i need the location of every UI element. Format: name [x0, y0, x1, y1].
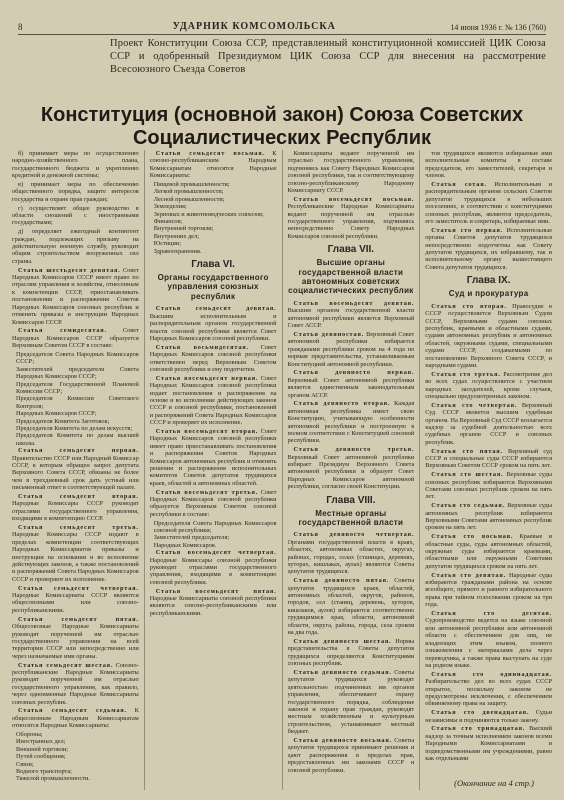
- article-heading: Статья семьдесят вторая.: [18, 493, 139, 501]
- article-100: [425, 181, 552, 225]
- article-106: [425, 471, 552, 501]
- article-text: Советы депутатов трудящихся краев, областей, автономных областей, округов, районов, городов, сел (станиц, деревень, хуторов, кишлаков, аулов) избираются соответственно трудящимися края, области, автономной области, округа, района, города, села сроком на два года.: [287, 577, 415, 637]
- article-heading: Статья восемьдесят девятая.: [293, 299, 415, 307]
- article-71: [12, 447, 139, 491]
- article-text: Разбирательство дел во всех судах СССР открытое, поскольку законом не предусмотрены исключения, с обеспечением обвиняемому права на защиту.: [425, 678, 552, 708]
- article-heading: Статья сотая.: [431, 181, 487, 189]
- list-item: Лесной промышленности;: [153, 195, 225, 203]
- article-heading: Статья семьдесят девятая.: [155, 305, 277, 313]
- article-text: Органами государственной власти в краях, областях, автономных областях, округах, районах, городах, селах (станицах, деревнях, хуторах, кишлаках, аулах) являются Советы депутатов трудящихся.: [287, 538, 415, 576]
- title-line-2: Социалистических Республик: [132, 127, 432, 149]
- article-heading: Статья девяносто шестая.: [293, 637, 392, 645]
- article-text: Совет Народных Комиссаров союзной республики имеет право приостанавливать постановления и распоряжения Советов Народных Комиссаров автономных республик и отменять решения и распоряжения исполнительных комитетов Советов депутатов трудящихся краев, областей и автономных областей.: [149, 427, 277, 487]
- article-105: [425, 448, 552, 470]
- column-3: [288, 150, 415, 790]
- list-item: Народных Комиссаров СССР;: [16, 410, 97, 418]
- article-72: [12, 493, 139, 523]
- article-90: [288, 331, 415, 368]
- article-text: Исполнительные органы Советов депутатов трудящихся непосредственно подотчетны как Совету депутатов трудящихся, их избравшему, так и исполнительному органу вышестоящего Совета депутатов трудящихся.: [425, 226, 552, 271]
- article-text: Краевые и областные суды, суды автономных областей, окружные суды избираются краевыми, областными или окружными Советами депутатов трудящихся сроком на пять лет.: [425, 533, 552, 570]
- article-heading: Статья девяносто четвертая.: [293, 531, 415, 539]
- list-item: Заместителей председателя Совета Народных Комиссаров СССР;: [16, 365, 139, 381]
- article-text: Рассмотрение дел во всех судах осуществляется с участием народных заседателей, кроме случаев, специально предусмотренных законом.: [425, 370, 552, 400]
- list-item: Юстиции;: [153, 240, 181, 248]
- list-item: Председателя Совета Народных Комиссаров союзной республики;: [153, 519, 277, 535]
- article-92: [288, 400, 415, 444]
- article-text: Советы депутатов трудящихся принимают решения и дают распоряжения в пределах прав, предоставленных им законами СССР и союзной республики.: [287, 736, 415, 774]
- list-item: Связи;: [16, 760, 34, 768]
- list-item: Внешней торговли;: [16, 745, 69, 753]
- chapter-subtitle: Органы государственного управления союзных республик: [157, 273, 269, 301]
- title-line-1: Конституция (основной закон) Союза Советских: [40, 104, 524, 126]
- article-69: [12, 267, 139, 326]
- article-heading: Статья девяносто седьмая.: [293, 668, 392, 676]
- article-text: Советы депутатов трудящихся руководят деятельностью подчиненных им органов управления, обеспечивают охрану государственного порядка, соблюдение законов и охрану прав граждан, руководят местным хозяйственным и культурным строительством, устанавливают местный бюджет.: [287, 668, 415, 736]
- list-item: Легкой промышленности;: [153, 188, 224, 196]
- chapter-title: Глава VII.: [327, 244, 375, 256]
- paragraph: б) принимает меры по осуществлению народно-хозяйственного плана, государственного бюджета и укреплению кредитной и денежной системы;: [12, 150, 139, 180]
- article-98: [288, 737, 415, 774]
- article-text: Высшим органом государственной власти автономной республики является Верховный Совет АССР.: [287, 307, 415, 330]
- article-heading: Статья девяносто пятая.: [293, 577, 390, 585]
- article-101: [425, 227, 552, 271]
- article-97: [288, 669, 415, 736]
- chapter-subtitle: Высшие органы государственной власти автономных советских социалистических республик: [288, 258, 414, 296]
- article-heading: Статья девяностая.: [293, 330, 365, 338]
- article-94: [288, 531, 415, 575]
- article-text: Верховный Совет автономной республики избирает Президиум Верховного Совета автономной республики и образует Совет Народных Комиссаров автономной республики, согласно своей Конституции.: [287, 453, 415, 491]
- article-heading: Статья семидесятая.: [18, 327, 107, 335]
- article-heading: Статья девяносто первая.: [293, 369, 415, 377]
- list-item: Зерновых и животноводческих совхозов;: [153, 210, 264, 218]
- chapter-title: Глава IX.: [466, 275, 511, 287]
- preface: Проект Конституции Союза ССР, представленный конституционной комиссией ЦИК Союза ССР и одобренный Президиумом ЦИК Союза ССР для внесения на рассмотрение Всесоюзного Съезда Советов: [110, 38, 546, 75]
- article-95: [288, 577, 415, 636]
- page-number: 8: [18, 22, 23, 32]
- list-item: Председателя Комитета по делам высшей школы.: [16, 432, 139, 447]
- article-heading: Статья девяносто третья.: [293, 446, 415, 454]
- article-heading: Статья девяносто восьмая.: [293, 736, 392, 744]
- masthead: [18, 14, 546, 35]
- article-text: Правительство СССР или Народный Комиссар СССР, к которым обращен запрос депутата Верховного Совета СССР, обязаны не более чем в трехдневный срок дать устный или письменный ответ в соответствующей палате.: [12, 454, 139, 492]
- article-77: [12, 707, 139, 729]
- article-text: Верховный Суд СССР является высшим судебным органом. На Верховный Суд СССР возлагается надзор за судебной деятельностью всех судебных органов СССР и союзных республик.: [425, 401, 552, 446]
- article-heading: Статья семьдесят четвертая.: [18, 584, 139, 592]
- article-text: Народные суды избираются гражданами района на основе всеобщего, прямого и равного избирательного права при тайном голосовании сроком на три года.: [425, 571, 552, 609]
- chapter-title: Глава VI.: [191, 259, 235, 271]
- article-text: Верховный Совет автономной республики является единственным законодательным органом АССР.: [287, 376, 415, 399]
- article-text: Правосудие в СССР осуществляется Верховным Судом СССР, Верховными судами союзных республик, краевыми и областными судами, судами автономных республик и автономных областей, окружными судами, специальными судами СССР, создаваемыми по постановлению Верховного Совета СССР, и народными судами.: [425, 302, 552, 369]
- paragraph: д) определяет ежегодный контингент граждан, подлежащих призыву на действительную военную службу, руководит общим строительством вооруженных сил страны.: [12, 228, 139, 265]
- list-item: Земледелия;: [153, 203, 187, 211]
- article-heading: Статья сто восьмая.: [431, 533, 514, 541]
- article-heading: Статья сто четвертая.: [431, 401, 518, 409]
- article-text: Республиканские Народные Комиссариаты ведают порученной им отраслью государственного управления, подчиняясь непосредственно Совету Народных Комиссаров союзной республики.: [287, 203, 415, 240]
- column-4: [425, 150, 552, 790]
- column-divider: [144, 150, 145, 790]
- article-columns: [12, 150, 552, 790]
- article-78: [150, 150, 277, 180]
- article-76: [12, 662, 139, 706]
- page-title: [14, 104, 550, 150]
- list-item: Председателя Комитета Заготовок;: [16, 417, 110, 425]
- article-84: [150, 549, 277, 586]
- list-item: Председателя Совета Народных Комиссаров СССР;: [16, 350, 139, 366]
- paragraph: г) осуществляет общее руководство в области сношений с иностранными государствами;: [12, 204, 139, 227]
- article-text: Народные Комиссары СССР руководят отраслями государственного управления, входящими в компетенцию СССР.: [12, 500, 139, 523]
- article-107: [425, 502, 552, 532]
- article-heading: Статья семьдесят восьмая.: [155, 150, 265, 157]
- article-heading: Статья восемьдесят первая.: [155, 374, 259, 382]
- article-91: [288, 369, 415, 399]
- article-88: [288, 196, 415, 240]
- article-heading: Статья восемьдесят вторая.: [155, 427, 259, 435]
- article-heading: Статья сто двенадцатая.: [431, 709, 530, 717]
- article-112: [425, 709, 552, 724]
- article-heading: Статья сто пятая.: [431, 447, 503, 455]
- continued-note: (Окончание на 4 стр.): [454, 778, 534, 788]
- article-75: [12, 616, 139, 660]
- article-text: Высший надзор за точным исполнением законов всеми Народными Комиссариатами и подведомственными им учреждениями, равно как отдельными: [425, 725, 552, 762]
- article-109: [425, 572, 552, 609]
- article-heading: Статья семьдесят первая.: [18, 447, 139, 455]
- article-text: Общесоюзные Народные Комиссариаты руководят порученной им отраслью государственного управления на всей территории СССР или непосредственно или через назначаемые ими органы.: [12, 623, 139, 660]
- article-text: Верховный суд СССР и специальные суды СССР избираются Верховным Советом СССР сроком на пять лет.: [425, 447, 552, 470]
- article-104: [425, 402, 552, 446]
- article-heading: Статья восемьдесят пятая.: [155, 587, 277, 595]
- article-103: [425, 371, 552, 401]
- list-item: Тяжелой промышленности.: [16, 775, 90, 783]
- article-text: Высшим исполнительным и распорядительным органом государственной власти союзной республики является Совет Народных Комиссаров союзной республики.: [149, 312, 277, 342]
- article-heading: Статья восемьдесят восьмая.: [293, 195, 415, 203]
- chapter-title: Глава VIII.: [326, 494, 376, 506]
- article-heading: Статья семьдесят шестая.: [18, 661, 114, 669]
- newspaper-name: УДАРНИК КОМСОМОЛЬСКА: [172, 21, 336, 32]
- article-text: К общесоюзным Народным Комиссариатам относятся Народные Комиссариаты:: [12, 707, 139, 730]
- article-heading: Статья сто шестая.: [431, 471, 504, 479]
- list-item: Пищевой промышленности;: [153, 181, 230, 189]
- article-82: [150, 428, 277, 487]
- article-heading: Статья семьдесят пятая.: [18, 615, 139, 623]
- article-heading: Статья восемьдесят четвертая.: [155, 549, 277, 557]
- article-111: [425, 671, 552, 708]
- article-74: [12, 585, 139, 615]
- article-108: [425, 533, 552, 570]
- column-2: [150, 150, 277, 790]
- article-text: Народные Комиссариаты СССР являются общесоюзными или союзно-республиканскими.: [12, 592, 139, 614]
- chapter-subtitle: Суд и прокуратура: [448, 289, 529, 299]
- article-heading: Статья сто седьмая.: [431, 502, 505, 510]
- list-item: Обороны;: [16, 730, 43, 738]
- article-110: [425, 610, 552, 669]
- article-heading: Статья сто девятая.: [431, 571, 506, 579]
- article-text: Верховные суды союзных республик избираются Верховными Советами союзных республик сроком на пять лет.: [425, 471, 552, 501]
- article-heading: Статья сто первая.: [431, 226, 504, 234]
- article-73: [12, 524, 139, 583]
- article-heading: Статья сто одиннадцатая.: [431, 670, 552, 678]
- article-text: Совет Народных Комиссаров союзной республики образуется Верховным Советом союзной республики в составе:: [149, 488, 277, 518]
- list-item: Водного транспорта;: [16, 767, 72, 775]
- article-102: [425, 303, 552, 370]
- article-113: [425, 725, 552, 762]
- article-heading: Статья шестьдесят девятая.: [18, 266, 121, 274]
- list-item: Внутренней торговли;: [153, 225, 214, 233]
- list-item: Заместителей председателя;: [153, 534, 230, 542]
- list-item: Здравоохранения.: [153, 247, 202, 255]
- article-heading: Статья семьдесят седьмая.: [18, 707, 127, 715]
- column-divider: [282, 150, 283, 790]
- list-item: Председателя Государственной Плановой Комиссии СССР;: [16, 380, 139, 395]
- article-text: Народные Комиссариаты союзной республики являются союзно-республиканскими или республиканскими.: [149, 595, 277, 617]
- paragraph: в) принимает меры по обеспечению общественного порядка, защите интересов государства и охране прав граждан;: [12, 181, 139, 203]
- paragraph: Комиссариаты ведают порученной им отраслью государственного управления, подчиняясь как Совету Народных Комиссаров союзной республики, так и соответствующему союзно-республиканскому Народному Комиссариату СССР.: [287, 150, 415, 195]
- article-heading: Статья девяносто вторая.: [293, 400, 391, 408]
- list-item: Финансов;: [153, 218, 183, 226]
- article-heading: Статья сто вторая.: [431, 302, 507, 310]
- article-79: [150, 305, 277, 342]
- article-heading: Статья восьмидесятая.: [155, 343, 249, 351]
- article-text: Совет Народных Комиссаров союзной республики ответственен перед Верховным Советом союзной республики и ему подотчетен.: [149, 343, 277, 373]
- article-heading: Статья семьдесят третья.: [18, 524, 139, 532]
- article-text: Верховный Совет автономной республики избирается гражданами республики сроком на 4 года по нормам представительства, устанавливаемым Конституцией автономной республики.: [287, 330, 415, 368]
- article-text: К союзно-республиканским Народным Комиссариатам относятся Народные Комиссариаты:: [149, 150, 277, 180]
- list-item: Председателя Комиссии Советского Контроля;: [16, 395, 139, 410]
- issue-date: 14 июня 1936 г. № 136 (760): [450, 23, 546, 32]
- chapter-subtitle: Местные органы государственной власти: [298, 508, 404, 528]
- article-81: [150, 375, 277, 427]
- article-text: Народные Комиссары СССР издают в пределах компетенции соответствующих Народных Комиссариатов приказы и инструкции на основании и во исполнение действующих законов, а также постановлений и распоряжений Совета Народных Комиссаров СССР и проверяют их исполнение.: [12, 531, 139, 583]
- article-85: [150, 588, 277, 618]
- article-93: [288, 446, 415, 490]
- article-text: Нормы представительства в Советы депутатов трудящихся определяются Конституциями союзных республик.: [287, 637, 415, 668]
- list-item: Председателя Комитета по делам искусств;: [16, 424, 133, 432]
- list-item: Народных Комиссаров.: [153, 541, 217, 549]
- article-text: Союзно-республиканские Народные Комиссариаты руководят порученной им отраслью государственного управления, как правило, через одноименные Народные Комиссариаты союзных республик.: [12, 661, 139, 706]
- article-text: Совет Народных Комиссаров СССР имеет право по отраслям управления и хозяйства, отнесенным к компетенции СССР, приостанавливать постановления и распоряжения Советов Народных Комиссаров союзных республик и отменять приказы и инструкции Народных Комиссаров СССР.: [12, 266, 139, 326]
- list-item: Путей сообщения;: [16, 753, 66, 761]
- list-item: Иностранных дел;: [16, 738, 66, 746]
- article-96: [288, 638, 415, 668]
- column-divider: [419, 150, 420, 790]
- list-item: Внутренних дел;: [153, 232, 199, 240]
- article-heading: Статья восемьдесят третья.: [155, 488, 259, 496]
- article-text: Судьи независимы и подчиняются только закону.: [425, 709, 552, 724]
- article-text: Исполнительным и распорядительным органом сельских Советов депутатов трудящихся в небольших поселениях, в соответствии с конституциями союзных республик, являются председатель, его заместитель и секретарь, избираемые ими.: [425, 181, 552, 226]
- article-70: [12, 327, 139, 349]
- article-text: Совет Народных Комиссаров СССР образуется Верховным Советом СССР в составе:: [12, 327, 139, 350]
- article-heading: Статья сто третья.: [431, 370, 501, 378]
- column-1: [12, 150, 139, 790]
- paragraph: тов трудящихся являются избираемые ими исполнительные комитеты в составе председателя, его заместителей, секретаря и членов.: [425, 150, 552, 180]
- article-text: Верховные суды автономных республик избираются Верховными Советами автономных республик сроком на пять лет.: [425, 502, 552, 532]
- article-heading: Статья сто десятая.: [431, 610, 552, 618]
- article-80: [150, 344, 277, 374]
- article-89: [288, 300, 415, 330]
- article-text: Народные Комиссары союзной республики руководят отраслями государственного управления, входящими в компетенцию союзной республики.: [149, 556, 277, 586]
- article-text: Совет Народных Комиссаров союзной республики издает постановления и распоряжения на основе и во исполнение действующих законов СССР и союзной республики, постановлений и распоряжений Совета Народных Комиссаров СССР и проверяет их исполнение.: [149, 374, 277, 427]
- article-text: Судопроизводство ведется на языке союзной или автономной республики или автономной области с обеспечением для лиц, не владеющих этим языком, полного ознакомления с материалами дела через переводчика, а также права выступать на суде на родном языке.: [425, 617, 552, 669]
- article-heading: Статья сто тринадцатая.: [431, 725, 526, 733]
- article-83: [150, 489, 277, 519]
- article-text: Каждая автономная республика имеет свою Конституцию, учитывающую особенности автономной республики и построенную в полном соответствии с Конституцией союзной республики.: [287, 400, 415, 445]
